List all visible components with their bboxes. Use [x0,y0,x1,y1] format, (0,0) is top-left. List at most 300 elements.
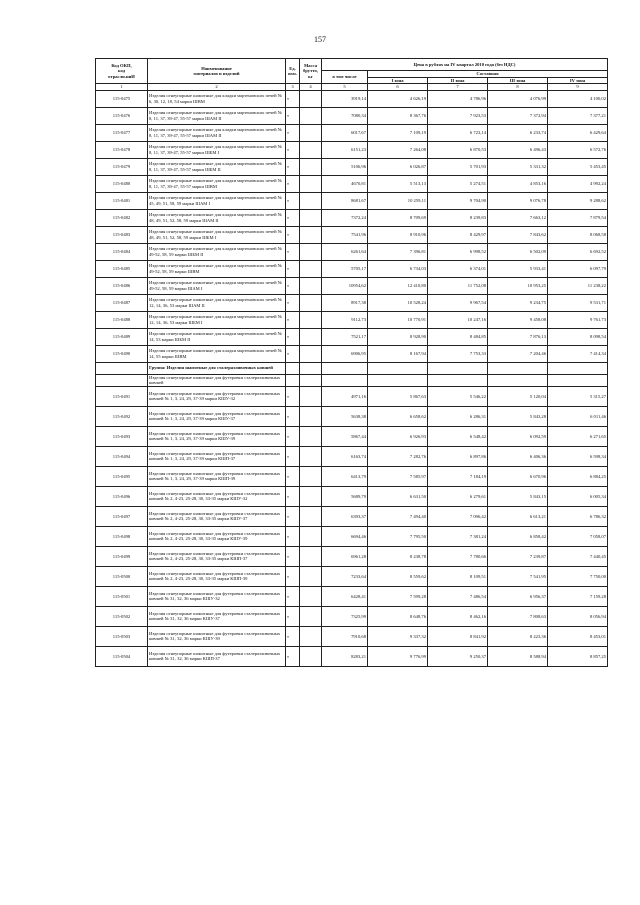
header-mass: Масса брутто, кг [300,59,322,84]
item-unit: т [286,626,300,646]
header-name: Наименование материалов и изделий [148,59,286,84]
item-code: 115-0492 [96,406,148,426]
price-zone-4: 6 692,52 [548,243,608,260]
item-unit: т [286,466,300,486]
item-unit: т [286,646,300,666]
table-row [96,192,608,209]
item-name: Изделия огнеупорные шамотные для футеровки сталеразливочных ковшей № 2, 4-23, 25-28, 30, 33-35 марки КШП-39 [148,566,286,586]
table-row [96,446,608,466]
table-row [96,586,608,606]
item-unit: т [286,243,300,260]
col-num: 1 [96,84,148,91]
item-code: 115-0503 [96,626,148,646]
price-total: 6413,79 [322,466,368,486]
price-total: 7541,96 [322,226,368,243]
table-row [96,90,608,107]
price-zone-2: 7 923,53 [428,107,488,124]
col-num: 7 [428,84,488,91]
price-zone-3: 4 853,16 [488,175,548,192]
price-zone-1: 6 734,03 [368,260,428,277]
col-num: 2 [148,84,286,91]
table-row [96,260,608,277]
item-mass [300,209,322,226]
price-total: 7521,17 [322,328,368,345]
price-zone-2: 5 274,51 [428,175,488,192]
price-zone-1: 8 559,62 [368,566,428,586]
item-name: Изделия огнеупорные шамотные для футеровки сталеразливочных ковшей № 31, 32, 36 марки КШУ-32 [148,586,286,606]
item-mass [300,406,322,426]
table-row [96,406,608,426]
price-zone-4: 7 159,28 [548,586,608,606]
price-zone-4: 8 453,01 [548,626,608,646]
price-zone-2: 7 184,19 [428,466,488,486]
item-name: Изделия огнеупорные шамотные для кладки мартеновских печей № 14, 55 марки ШВМ [148,345,286,362]
price-zone-4: 6 429,64 [548,124,608,141]
price-zone-4: 8 098,54 [548,328,608,345]
price-zone-4: 7 058,07 [548,526,608,546]
price-zone-4: 6 005,34 [548,486,608,506]
item-mass [300,243,322,260]
price-zone-1: 6 658,62 [368,406,428,426]
price-zone-3: 8 223,36 [488,626,548,646]
price-total: 5705,17 [322,260,368,277]
price-total: 6017,67 [322,124,368,141]
price-zone-4: 9 761,73 [548,311,608,328]
price-zone-2: 8 462,16 [428,606,488,626]
price-zone-1: 8 367,76 [368,107,428,124]
price-zone-3: 9 458,08 [488,311,548,328]
item-name: Изделия огнеупорные шамотные для кладки мартеновских печей № 8, 11, 37, 39-47, 55-57 марки ШАМ II [148,124,286,141]
price-zone-3: 6 406,36 [488,446,548,466]
price-total: 6393,37 [322,506,368,526]
price-zone-1: 7 109,19 [368,124,428,141]
price-zone-2: 9 704,90 [428,192,488,209]
item-code: 115-0501 [96,586,148,606]
item-name: Изделия огнеупорные шамотные для футеровки сталеразливочных ковшей № 31, 32, 36 марки КШУ-39 [148,626,286,646]
header-incl: в том числе [322,71,368,84]
item-code: 115-0495 [96,466,148,486]
price-zone-4: 4 100,02 [548,90,608,107]
item-name: Изделия огнеупорные шамотные для кладки мартеновских печей № 12, 14, 36, 53 марки ШАМ II [148,294,286,311]
item-code: 115-0497 [96,506,148,526]
col-num: 6 [368,84,428,91]
price-zone-3: 6 613,21 [488,506,548,526]
price-zone-1: 8 709,69 [368,209,428,226]
item-code: 115-0496 [96,486,148,506]
table-row [96,328,608,345]
header-code: Код ОКП, код отрасли.ниИ [96,59,148,84]
price-zone-3: 5 933,41 [488,260,548,277]
item-mass [300,606,322,626]
price-zone-1: 10 770,91 [368,311,428,328]
item-code: 115-0483 [96,226,148,243]
price-total: 6961,28 [322,546,368,566]
item-mass [300,646,322,666]
price-zone-2: 5 701,93 [428,158,488,175]
col-num: 5 [322,84,368,91]
column-numbers-row [96,84,608,91]
table-row [96,526,608,546]
item-unit: т [286,486,300,506]
item-unit: т [286,426,300,446]
item-code: 115-0479 [96,158,148,175]
price-zone-2: 9 250,37 [428,646,488,666]
item-name: Изделия огнеупорные шамотные для футеровки сталеразливочных ковшей № 1, 3, 24, 29, 37-39 марки КШУ-37 [148,406,286,426]
price-zone-4: 6 271,65 [548,426,608,446]
item-mass [300,226,322,243]
table-row [96,124,608,141]
price-zone-3: 6 502,09 [488,243,548,260]
item-mass [300,141,322,158]
table-row [96,386,608,406]
item-code: 115-0498 [96,526,148,546]
price-total: 7233,64 [322,566,368,586]
table-row [96,141,608,158]
item-mass [300,566,322,586]
price-zone-1: 6 926,93 [368,426,428,446]
subgroup-title: Изделия огнеупорные шамотные для футеровки сталеразливочных ковшей [148,374,286,386]
item-code: 115-0494 [96,446,148,466]
item-mass [300,486,322,506]
item-mass [300,158,322,175]
price-zone-3: 5 120,04 [488,386,548,406]
item-code: 115-0490 [96,345,148,362]
table-row [96,311,608,328]
price-zone-4: 6 011,46 [548,406,608,426]
col-num: 8 [488,84,548,91]
price-zone-1: 8 910,96 [368,226,428,243]
price-zone-3: 6 670,96 [488,466,548,486]
price-table [95,58,608,667]
item-name: Изделия огнеупорные шамотные для футеровки сталеразливочных ковшей № 2, 4-23, 25-28, 30, 33-35 марки КШУ-32 [148,486,286,506]
item-unit: т [286,277,300,294]
item-code: 115-0486 [96,277,148,294]
item-name: Изделия огнеупорные шамотные для кладки мартеновских печей № 14, 53 марки ШБМ II [148,328,286,345]
table-row [96,243,608,260]
price-total: 9112,73 [322,311,368,328]
table-row [96,646,608,666]
price-zone-3: 4 076,99 [488,90,548,107]
price-zone-2: 10 247,16 [428,311,488,328]
price-zone-2: 6 548,42 [428,426,488,446]
table-row [96,626,608,646]
item-name: Изделия огнеупорные шамотные для футеровки сталеразливочных ковшей № 2, 4-23, 25-28, 30, 33-35 марки КШУ-39 [148,526,286,546]
price-zone-2: 8 239,83 [428,209,488,226]
price-zone-2: 4 786,96 [428,90,488,107]
item-mass [300,175,322,192]
price-zone-4: 6 097,79 [548,260,608,277]
item-mass [300,386,322,406]
price-zone-3: 7 541,95 [488,566,548,586]
price-zone-3: 8 588,94 [488,646,548,666]
price-zone-3: 6 858,42 [488,526,548,546]
price-zone-1: 7 264,08 [368,141,428,158]
price-zone-3: 6 092,59 [488,426,548,446]
header-zones: Составная [368,71,608,78]
price-zone-1: 7 585,97 [368,466,428,486]
item-unit: т [286,90,300,107]
table-row [96,486,608,506]
price-zone-3: 6 496,43 [488,141,548,158]
price-total: 6163,74 [322,446,368,466]
table-row [96,345,608,362]
price-zone-4: 7 750,00 [548,566,608,586]
price-zone-3: 7 204,46 [488,345,548,362]
price-zone-2: 11 752,08 [428,277,488,294]
price-zone-3: 9 076,78 [488,192,548,209]
price-zone-1: 7 282,76 [368,446,428,466]
item-mass [300,294,322,311]
item-unit: т [286,506,300,526]
item-code: 115-0502 [96,606,148,626]
price-zone-1: 8 648,76 [368,606,428,626]
item-code: 115-0481 [96,192,148,209]
table-row [96,566,608,586]
item-code: 115-0484 [96,243,148,260]
item-mass [300,260,322,277]
price-zone-1: 10 528,24 [368,294,428,311]
item-unit: т [286,192,300,209]
price-zone-1: 12 410,80 [368,277,428,294]
table-row [96,175,608,192]
price-zone-4: 8 068,58 [548,226,608,243]
item-mass [300,192,322,209]
table-row [96,226,608,243]
price-zone-3: 7 843,62 [488,226,548,243]
price-zone-1: 7 494,40 [368,506,428,526]
price-zone-1: 10 259,11 [368,192,428,209]
table-row [96,107,608,124]
price-zone-2: 8 109,51 [428,566,488,586]
item-mass [300,107,322,124]
item-name: Изделия огнеупорные шамотные для футеровки сталеразливочных ковшей № 1, 3, 24, 29, 37-39 марки КШУ-32 [148,386,286,406]
price-total: 7080,34 [322,107,368,124]
col-num: 9 [548,84,608,91]
item-unit: т [286,294,300,311]
price-zone-1: 4 626,19 [368,90,428,107]
item-name: Изделия огнеупорные шамотные для футеровки сталеразливочных ковшей № 31, 32, 36 марки КШП-37 [148,646,286,666]
price-total: 5638,38 [322,406,368,426]
item-name: Изделия огнеупорные шамотные для кладки мартеновских печей № 8, 11, 37, 39-47, 55-57 марки ШБМ I [148,141,286,158]
item-code: 115-0499 [96,546,148,566]
item-code: 115-0478 [96,141,148,158]
item-mass [300,90,322,107]
item-code: 115-0485 [96,260,148,277]
price-zone-4: 7 414,34 [548,345,608,362]
price-zone-3: 7 808,63 [488,606,548,626]
item-name: Изделия огнеупорные шамотные для кладки мартеновских печей № 48, 49, 51, 52, 58, 59 марки ШБМ I [148,226,286,243]
price-total: 5106,96 [322,158,368,175]
item-name: Изделия огнеупорные шамотные для футеровки сталеразливочных ковшей № 1, 3, 24, 29, 37-39 марки КШП-37 [148,446,286,466]
price-zone-4: 6 786,32 [548,506,608,526]
price-zone-4: 9 288,62 [548,192,608,209]
price-total: 6151,23 [322,141,368,158]
price-zone-2: 6 897,86 [428,446,488,466]
price-zone-3: 5 843,28 [488,406,548,426]
page-number: 157 [314,35,326,44]
price-zone-2: 6 723,14 [428,124,488,141]
price-zone-1: 7 396,81 [368,243,428,260]
item-mass [300,277,322,294]
item-unit: т [286,141,300,158]
price-total: 8283,21 [322,646,368,666]
price-zone-2: 8 429,97 [428,226,488,243]
price-zone-1: 6 026,87 [368,158,428,175]
item-unit: т [286,175,300,192]
price-zone-1: 5 867,63 [368,386,428,406]
table-row [96,426,608,446]
table-row [96,546,608,566]
item-unit: т [286,260,300,277]
item-unit: т [286,446,300,466]
price-zone-2: 9 967,54 [428,294,488,311]
price-zone-1: 9 337,32 [368,626,428,646]
item-code: 115-0493 [96,426,148,446]
item-mass [300,345,322,362]
price-zone-1: 6 631,50 [368,486,428,506]
item-unit: т [286,566,300,586]
table-row [96,606,608,626]
price-zone-1: 7 795,50 [368,526,428,546]
price-zone-4: 11 238,22 [548,277,608,294]
group-title-row [96,362,608,374]
item-unit: т [286,345,300,362]
price-zone-4: 6 598,34 [548,446,608,466]
item-unit: т [286,124,300,141]
price-zone-4: 5 315,27 [548,386,608,406]
price-zone-4: 5 453,45 [548,158,608,175]
item-mass [300,526,322,546]
price-zone-3: 5 843,15 [488,486,548,506]
item-unit: т [286,209,300,226]
price-total: 7910,68 [322,626,368,646]
price-zone-4: 6 572,76 [548,141,608,158]
price-zone-2: 6 279,61 [428,486,488,506]
price-zone-3: 7 372,94 [488,107,548,124]
item-name: Изделия огнеупорные шамотные для кладки мартеновских печей № 8, 11, 37, 39-47, 55-57 марки ШАМ II [148,107,286,124]
table-row [96,277,608,294]
item-name: Изделия огнеупорные шамотные для кладки мартеновских печей № 48, 49, 51, 52, 58, 59 марки ШАМ II [148,209,286,226]
item-code: 115-0480 [96,175,148,192]
table-row [96,158,608,175]
price-zone-3: 6 956,37 [488,586,548,606]
price-zone-2: 6 374,01 [428,260,488,277]
header-zone-3: III зона [488,77,548,84]
item-unit: т [286,386,300,406]
price-total: 7372,24 [322,209,368,226]
price-total: 6906,95 [322,345,368,362]
price-zone-1: 8 238,78 [368,546,428,566]
item-unit: т [286,158,300,175]
group-title: Группа: Изделия шамотные для сталеразливочных ковшей [148,362,286,374]
item-code: 115-0477 [96,124,148,141]
price-total: 8681,67 [322,192,368,209]
price-zone-2: 6 998,52 [428,243,488,260]
item-code: 115-0488 [96,311,148,328]
price-total: 6261,64 [322,243,368,260]
price-total: 6694,46 [322,526,368,546]
price-zone-2: 7 780,66 [428,546,488,566]
item-mass [300,311,322,328]
price-zone-4: 7 440,45 [548,546,608,566]
price-total: 6428,41 [322,586,368,606]
item-unit: т [286,406,300,426]
price-total: 5689,79 [322,486,368,506]
item-code: 115-0504 [96,646,148,666]
item-name: Изделия огнеупорные шамотные для кладки мартеновских печей № 45, 49, 51, 58, 59 марки ШАМ I [148,192,286,209]
item-unit: т [286,107,300,124]
item-unit: т [286,226,300,243]
header-unit: Ед. изм. [286,59,300,84]
table-row [96,466,608,486]
price-zone-3: 5 331,32 [488,158,548,175]
item-unit: т [286,311,300,328]
price-total: 4971,16 [322,386,368,406]
price-zone-4: 7 377,21 [548,107,608,124]
item-mass [300,546,322,566]
item-name: Изделия огнеупорные шамотные для кладки мартеновских печей № 49-52, 58, 59 марки ШБМ II [148,243,286,260]
header-prices: Цена в рублях на IV квартал 2010 года (без НДС) [322,59,608,71]
price-zone-1: 5 513,13 [368,175,428,192]
price-zone-2: 6 286,31 [428,406,488,426]
price-total: 10954,62 [322,277,368,294]
item-mass [300,586,322,606]
item-unit: т [286,586,300,606]
price-total: 4670,81 [322,175,368,192]
price-zone-4: 6 884,25 [548,466,608,486]
price-zone-2: 7 753,33 [428,345,488,362]
item-unit: т [286,526,300,546]
price-zone-4: 8 056,94 [548,606,608,626]
item-name: Изделия огнеупорные шамотные для кладки мартеновских печей № 49-52, 58, 59 марки ШВМ [148,260,286,277]
price-zone-4: 9 531,71 [548,294,608,311]
col-num: 3 [286,84,300,91]
table-row [96,209,608,226]
item-code: 115-0500 [96,566,148,586]
item-code: 115-0482 [96,209,148,226]
item-mass [300,506,322,526]
col-num: 4 [300,84,322,91]
item-code: 115-0489 [96,328,148,345]
item-unit: т [286,328,300,345]
price-zone-3: 7 876,13 [488,328,548,345]
price-zone-4: 7 879,54 [548,209,608,226]
price-zone-2: 7 096,42 [428,506,488,526]
item-name: Изделия огнеупорные шамотные для кладки мартеновских печей № 49-52, 58, 59 марки ШАМ I [148,277,286,294]
price-total: 3919,14 [322,90,368,107]
header-zone-1: I зона [368,77,428,84]
price-zone-1: 7 599,28 [368,586,428,606]
item-name: Изделия огнеупорные шамотные для футеровки сталеразливочных ковшей № 31, 32, 36 марки КШУ-37 [148,606,286,626]
item-name: Изделия огнеупорные шамотные для кладки мартеновских печей № 8, 11, 37, 39-47, 55-57 марки ШВМ [148,175,286,192]
table-row [96,506,608,526]
header-zone-4: IV зона [548,77,608,84]
subgroup-title-row [96,374,608,386]
item-mass [300,466,322,486]
item-mass [300,426,322,446]
header-zone-2: II зона [428,77,488,84]
price-zone-3: 9 234,75 [488,294,548,311]
item-mass [300,446,322,466]
price-zone-4: 4 992,24 [548,175,608,192]
item-name: Изделия огнеупорные шамотные для футеровки сталеразливочных ковшей № 1, 3, 24, 29, 37-39 марки КШП-39 [148,466,286,486]
item-code: 115-0491 [96,386,148,406]
item-name: Изделия огнеупорные шамотные для футеровки сталеразливочных ковшей № 1, 3, 24, 29, 37-39 марки КШУ-39 [148,426,286,446]
price-zone-3: 7 663,12 [488,209,548,226]
item-name: Изделия огнеупорные шамотные для кладки мартеновских печей № 12, 14, 36, 53 марки ШБМ I [148,311,286,328]
price-zone-2: 7 381,24 [428,526,488,546]
price-total: 8917,38 [322,294,368,311]
